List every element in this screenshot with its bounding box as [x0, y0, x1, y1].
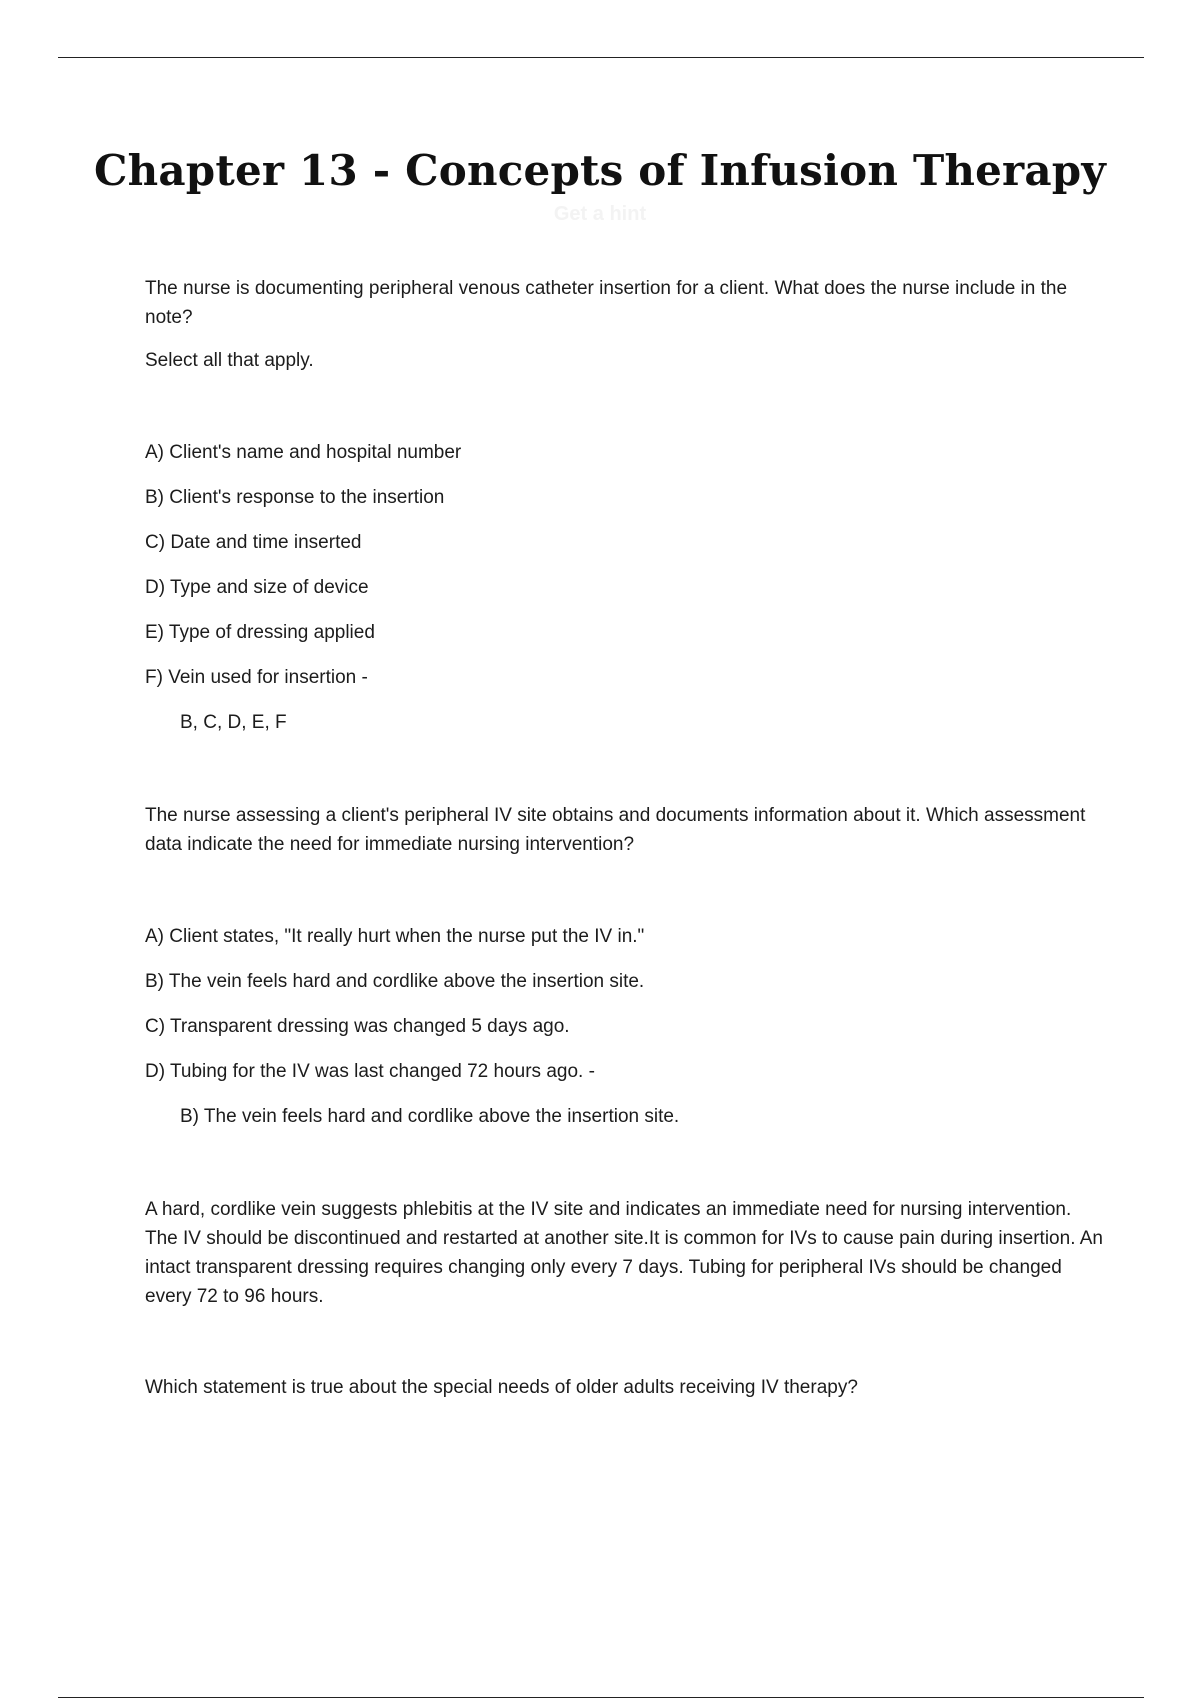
- question-2-stem: The nurse assessing a client's peripheral IV site obtains and documents information about it. Which assessment data indicate the need for immediate nursing intervention?: [145, 805, 1086, 855]
- question-2-answer: B) The vein feels hard and cordlike above the insertion site.: [180, 1106, 680, 1127]
- question-3: [145, 1373, 1105, 1402]
- option-item: B) Client's response to the insertion: [145, 487, 445, 508]
- bottom-rule: [58, 1697, 1144, 1698]
- question-2-options: [145, 922, 1105, 1132]
- page-title: Chapter 13 - Concepts of Infusion Therapy: [94, 146, 1106, 195]
- option-item: F) Vein used for insertion -: [145, 667, 368, 688]
- question-1-answer: B, C, D, E, F: [180, 712, 287, 733]
- option-item: A) Client's name and hospital number: [145, 442, 462, 463]
- question-1-options: [145, 438, 1105, 738]
- option-item: A) Client states, "It really hurt when the nurse put the IV in.": [145, 926, 645, 947]
- option-item: B) The vein feels hard and cordlike above the insertion site.: [145, 971, 645, 992]
- option-item: D) Type and size of device: [145, 577, 369, 598]
- question-1-instruction: Select all that apply.: [145, 350, 314, 371]
- option-item: D) Tubing for the IV was last changed 72 hours ago. -: [145, 1061, 595, 1082]
- question-1-stem: The nurse is documenting peripheral venous catheter insertion for a client. What does the nurse include in the note?: [145, 278, 1068, 328]
- question-2: [145, 801, 1105, 859]
- option-item: C) Transparent dressing was changed 5 days ago.: [145, 1016, 570, 1037]
- question-2-rationale: A hard, cordlike vein suggests phlebitis at the IV site and indicates an immediate need for nursing intervention. The IV should be discontinued and restarted at another site.It is common for IVs to cause pain during insertion. An intact transparent dressing requires changing only every 7 days. Tubing for peripheral IVs should be changed every 72 to 96 hours.: [145, 1199, 1103, 1307]
- top-rule: [58, 57, 1144, 58]
- question-1: [145, 274, 1105, 375]
- option-item: E) Type of dressing applied: [145, 622, 375, 643]
- option-item: C) Date and time inserted: [145, 532, 362, 553]
- question-3-stem: Which statement is true about the special needs of older adults receiving IV therapy?: [145, 1377, 858, 1398]
- hint-link[interactable]: Get a hint: [553, 203, 647, 225]
